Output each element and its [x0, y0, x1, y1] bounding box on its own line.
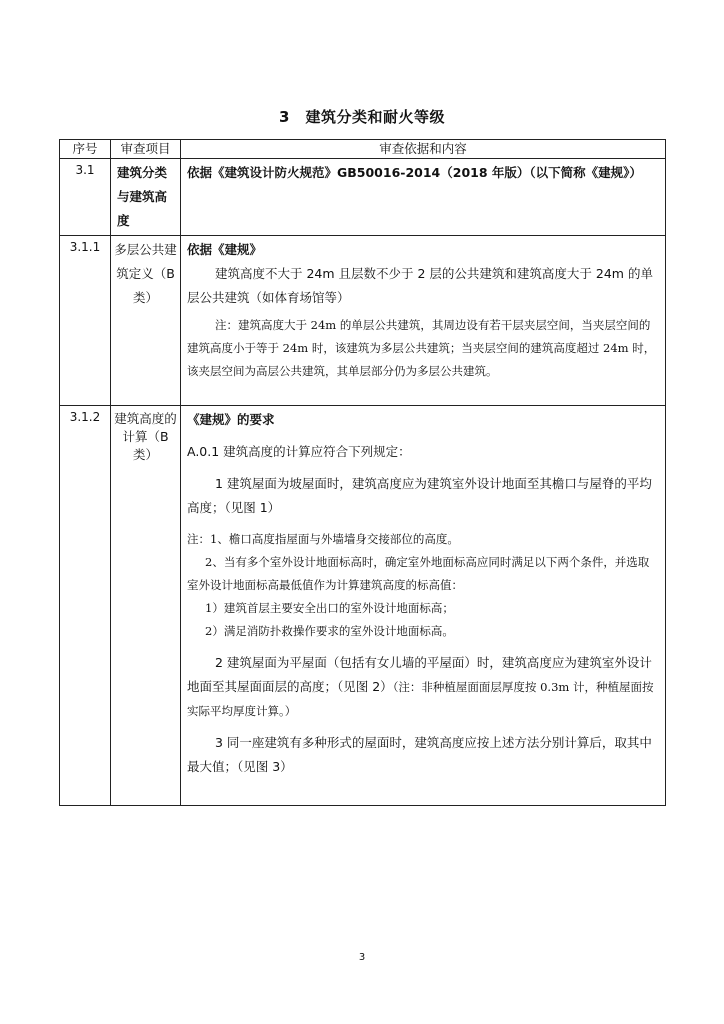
row-item: 建筑分类与建筑高度 [111, 159, 181, 236]
row-paragraph: 建筑高度不大于 24m 且层数不少于 2 层的公共建筑和建筑高度大于 24m 的单层公共建筑（如体育场馆等） [187, 266, 653, 305]
row-a01: A.0.1 建筑高度的计算应符合下列规定： [187, 444, 411, 459]
row-note2: 2、当有多个室外设计地面标高时，确定室外地面标高应同时满足以下两个条件，并选取室外设计地面标高最低值作为计算建筑高度的标高值： [187, 555, 650, 592]
row-p2 [187, 651, 659, 723]
table-row [60, 236, 666, 406]
row-p2-note: （注：非种植屋面面层厚度按 0.3m 计，种植屋面按实际平均厚度计算。） [187, 680, 654, 718]
row-note3: 1）建筑首层主要安全出口的室外设计地面标高； [205, 601, 454, 615]
row-item: 建筑高度的计算（B 类） [111, 406, 181, 806]
row-content [181, 159, 666, 236]
row-content [181, 406, 666, 806]
header-content: 审查依据和内容 [181, 140, 666, 159]
row-num: 3.1.2 [60, 406, 111, 806]
row-note1: 注：1、檐口高度指屋面与外墙墙身交接部位的高度。 [187, 532, 459, 546]
row-p3: 3 同一座建筑有多种形式的屋面时，建筑高度应按上述方法分别计算后，取其中最大值；（见图 3） [187, 735, 652, 774]
row-p1: 1 建筑屋面为坡屋面时，建筑高度应为建筑室外设计地面至其檐口与屋脊的平均高度；（见图 1） [187, 476, 652, 515]
row-content [181, 236, 666, 406]
row-note: 注：建筑高度大于 24m 的单层公共建筑，其周边设有若干层夹层空间，当夹层空间的建筑高度小于等于 24m 时，该建筑为多层公共建筑；当夹层空间的建筑高度超过 24m 时，该夹层空间为高层公共建筑，其单层部分仍为多层公共建筑。 [187, 318, 656, 378]
row-heading: 《建规》的要求 [187, 412, 275, 427]
page-title: 3 建筑分类和耐火等级 [279, 108, 445, 126]
row-p2-text: 2 建筑屋面为平屋面（包括有女儿墙的平屋面）时，建筑高度应为建筑室外设计地面至其屋面面层的高度；（见图 2） [187, 655, 652, 694]
table-row [60, 159, 666, 236]
table-row [60, 406, 666, 806]
table-header-row [60, 140, 666, 159]
row-num: 3.1 [60, 159, 111, 236]
row-note4: 2）满足消防扑救操作要求的室外设计地面标高。 [205, 624, 454, 638]
review-table [59, 139, 666, 806]
header-item: 审查项目 [111, 140, 181, 159]
page-number: 3 [358, 952, 366, 963]
row-item: 多层公共建筑定义（B 类） [111, 236, 181, 406]
header-num: 序号 [60, 140, 111, 159]
row-num: 3.1.1 [60, 236, 111, 406]
row-content-bold: 依据《建筑设计防火规范》GB50016-2014（2018 年版）（以下简称《建规》） [187, 165, 642, 180]
row-heading: 依据《建规》 [187, 242, 263, 257]
